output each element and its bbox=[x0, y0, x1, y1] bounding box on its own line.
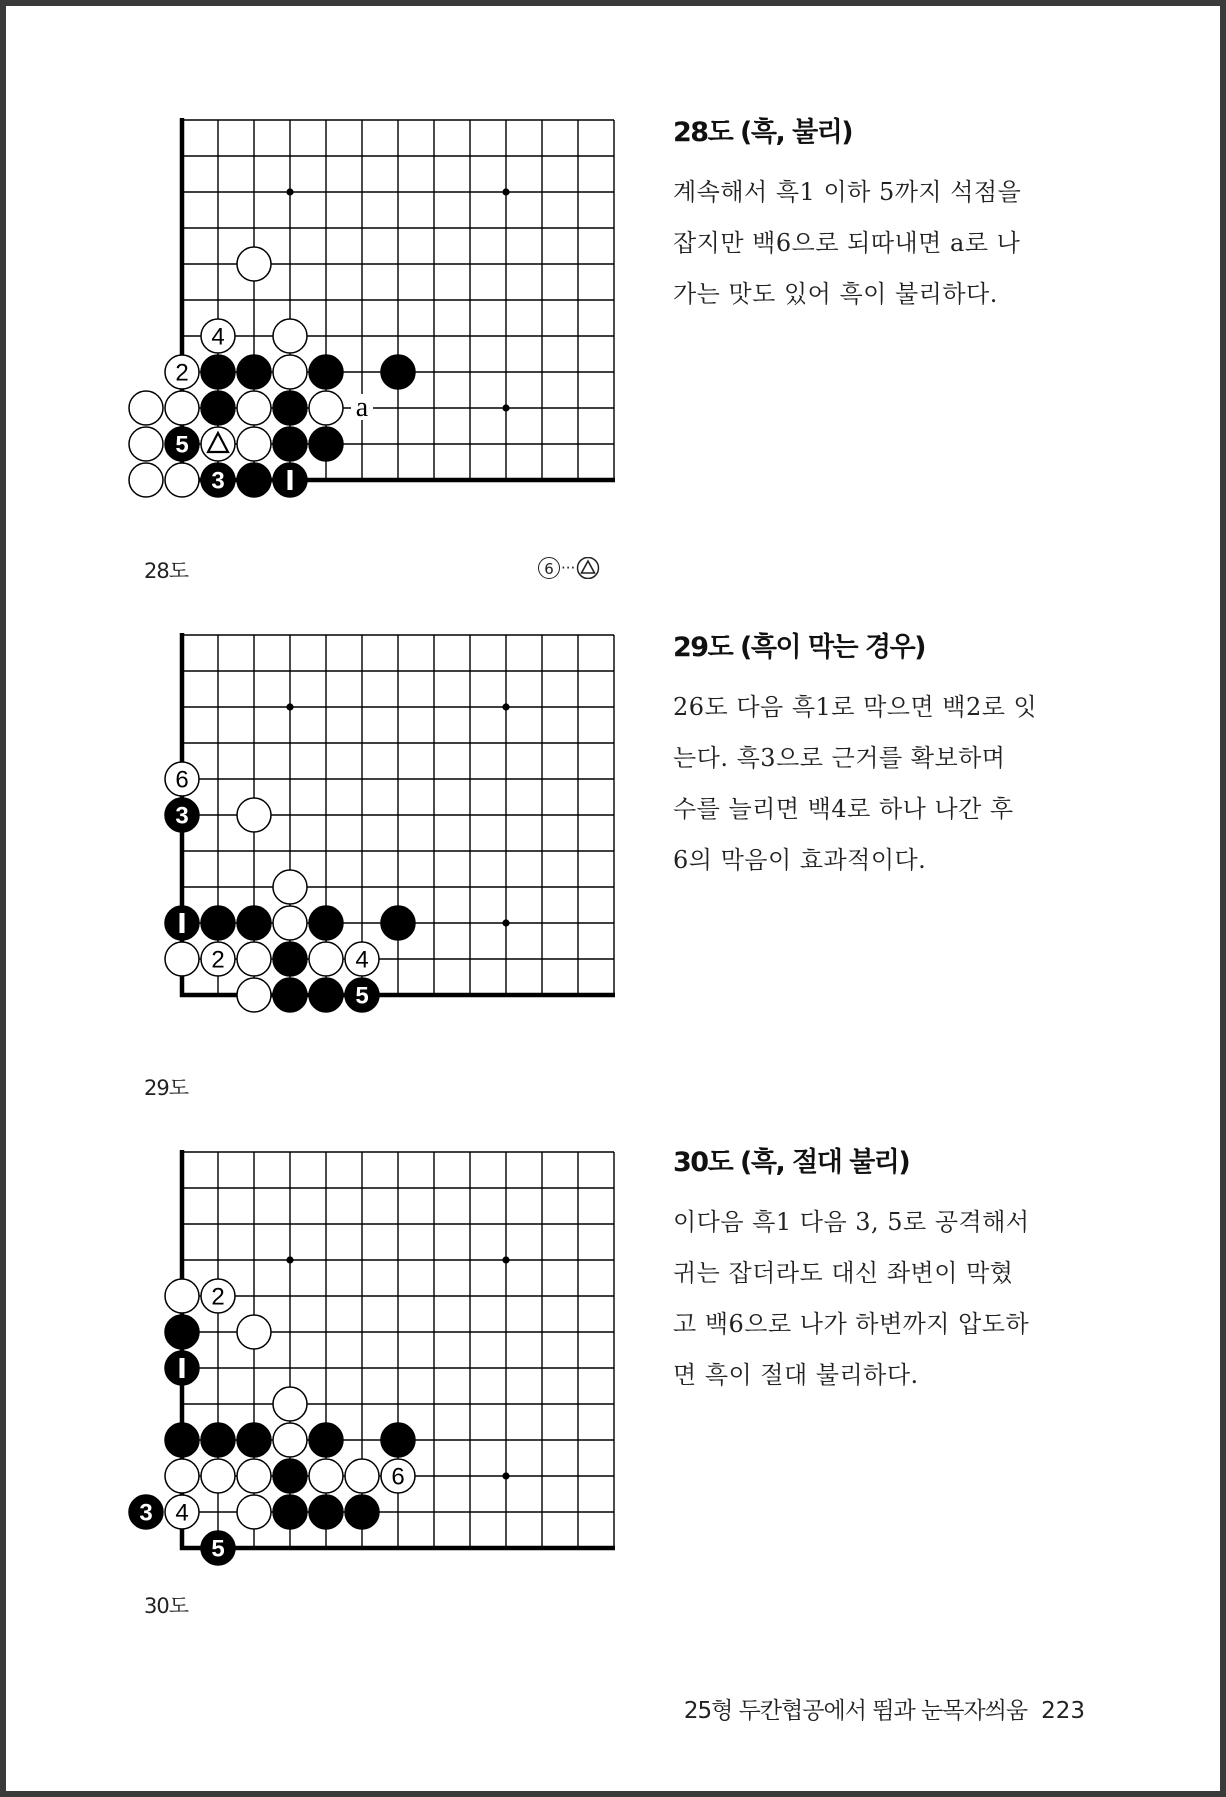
black-stone bbox=[237, 1423, 271, 1457]
white-stone bbox=[201, 1459, 235, 1493]
body-line: 수를 늘리면 백4로 하나 나간 후 bbox=[673, 795, 1014, 823]
section-title-28: 28도 (흑, 불리) bbox=[673, 117, 853, 148]
white-stone bbox=[273, 1387, 307, 1421]
diagram-caption-28: 28도 bbox=[144, 559, 189, 583]
go-board-30 bbox=[6, 6, 626, 1586]
star-point bbox=[502, 1256, 509, 1263]
section-title-29: 29도 (흑이 막는 경우) bbox=[673, 632, 926, 663]
move-number: 3 bbox=[139, 1499, 153, 1527]
move-six-mark: 6 bbox=[538, 557, 560, 579]
black-stone bbox=[165, 1351, 199, 1385]
black-stone bbox=[309, 1495, 343, 1529]
star-point bbox=[286, 1256, 293, 1263]
chapter-title: 25형 두칸협공에서 뜀과 눈목자씌움 bbox=[683, 1698, 1028, 1724]
body-line: 계속해서 흑1 이하 5까지 석점을 bbox=[673, 178, 1022, 206]
body-line: 6의 막음이 효과적이다. bbox=[673, 846, 927, 874]
body-line: 이다음 흑1 다음 3, 5로 공격해서 bbox=[673, 1208, 1030, 1236]
move-number: 3 bbox=[175, 802, 189, 830]
move-number: 6 bbox=[175, 766, 189, 794]
move-number: 5 bbox=[211, 1535, 225, 1563]
section-body-30 bbox=[673, 1197, 1103, 1401]
white-stone bbox=[273, 1423, 307, 1457]
point-label: a bbox=[355, 392, 369, 423]
move-number: 4 bbox=[211, 323, 225, 351]
black-stone bbox=[165, 1423, 199, 1457]
black-stone bbox=[381, 1423, 415, 1457]
move-number: 3 bbox=[211, 467, 225, 495]
black-stone bbox=[273, 1459, 307, 1493]
white-stone bbox=[345, 1459, 379, 1493]
body-line: 26도 다음 흑1로 막으면 백2로 잇 bbox=[673, 693, 1038, 721]
page-number: 223 bbox=[1041, 1698, 1085, 1724]
body-line: 잡지만 백6으로 되따내면 a로 나 bbox=[673, 229, 1021, 257]
body-line: 는다. 흑3으로 근거를 확보하며 bbox=[673, 744, 1006, 772]
section-body-28 bbox=[673, 167, 1103, 320]
move-number: 4 bbox=[175, 1499, 189, 1527]
section-28 bbox=[673, 110, 1103, 320]
black-stone bbox=[309, 1423, 343, 1457]
black-stone bbox=[201, 1531, 235, 1565]
body-line: 귀는 잡더라도 대신 좌변이 막혔 bbox=[673, 1259, 1014, 1287]
black-stone bbox=[345, 1495, 379, 1529]
black-stone bbox=[165, 1315, 199, 1349]
diagram-caption-30: 30도 bbox=[144, 1594, 189, 1618]
move-number: 5 bbox=[175, 431, 189, 459]
section-body-29 bbox=[673, 682, 1103, 886]
white-stone bbox=[237, 1495, 271, 1529]
move-number: 5 bbox=[355, 982, 369, 1010]
section-title-30: 30도 (흑, 절대 불리) bbox=[673, 1147, 910, 1178]
move-number: 2 bbox=[211, 1283, 225, 1311]
book-page bbox=[6, 6, 1220, 1791]
white-stone bbox=[165, 1279, 199, 1313]
white-stone bbox=[381, 1459, 415, 1493]
move-number: 2 bbox=[175, 359, 189, 387]
body-line: 가는 맛도 있어 흑이 불리하다. bbox=[673, 280, 998, 308]
white-stone bbox=[165, 1495, 199, 1529]
page-footer bbox=[684, 1692, 1085, 1725]
move-number: 4 bbox=[355, 946, 369, 974]
body-line: 고 백6으로 나가 하변까지 압도하 bbox=[673, 1310, 1030, 1338]
black-stone bbox=[129, 1495, 163, 1529]
section-29 bbox=[673, 625, 1103, 886]
note-dots: ··· bbox=[561, 559, 576, 577]
star-point bbox=[502, 1472, 509, 1479]
white-stone bbox=[237, 1315, 271, 1349]
white-stone bbox=[165, 1459, 199, 1493]
diagram-caption-29: 29도 bbox=[144, 1076, 189, 1100]
white-stone bbox=[237, 1459, 271, 1493]
move-number: 2 bbox=[211, 946, 225, 974]
move-number: 6 bbox=[391, 1463, 405, 1491]
black-stone bbox=[201, 1423, 235, 1457]
black-stone bbox=[273, 1495, 307, 1529]
white-stone bbox=[309, 1459, 343, 1493]
body-line: 면 흑이 절대 불리하다. bbox=[673, 1361, 919, 1389]
section-30 bbox=[673, 1140, 1103, 1401]
white-stone bbox=[201, 1279, 235, 1313]
